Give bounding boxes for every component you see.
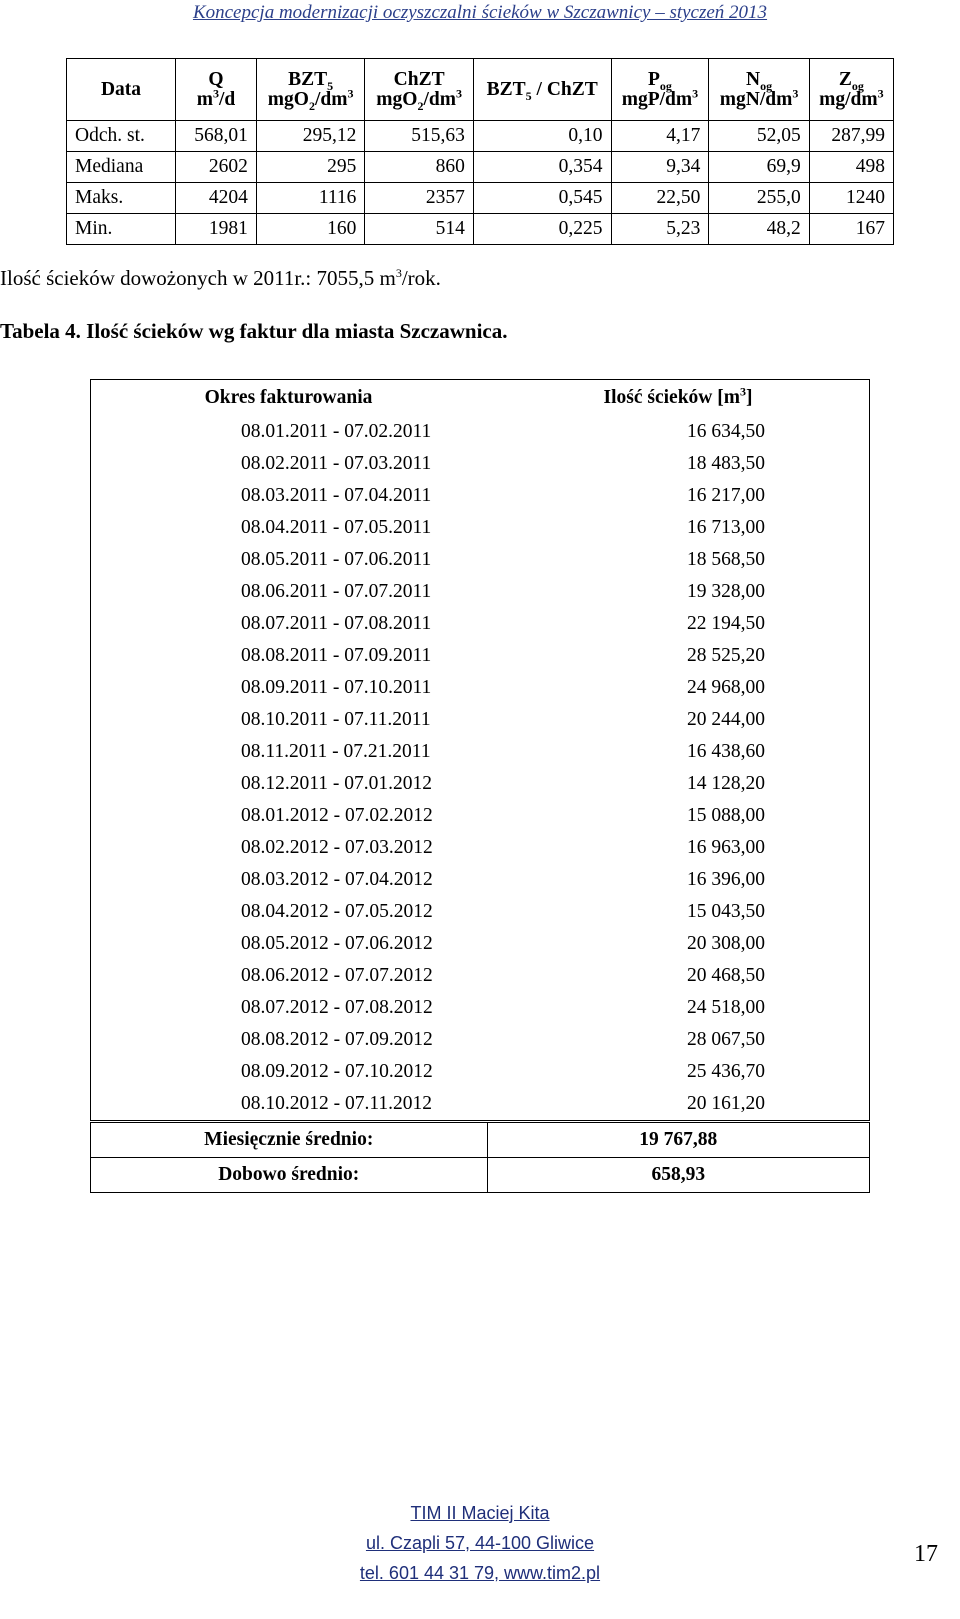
daily-average-label: Dobowo średnio: — [91, 1158, 488, 1193]
col-ratio: $BZT_5$ / ChZT — [473, 59, 611, 121]
invoice-header-row — [91, 380, 870, 417]
invoice-volume: 15 088,00 — [687, 805, 765, 826]
invoice-row — [91, 672, 870, 704]
statistics-cell: 0,225 — [473, 214, 611, 245]
monthly-average-row — [91, 1122, 870, 1158]
invoice-row — [91, 832, 870, 864]
invoice-row — [91, 928, 870, 960]
col-volume: Ilość ścieków $[m^3]$ — [603, 384, 753, 408]
invoice-period: 08.10.2012 - 07.11.2012 — [241, 1093, 433, 1114]
invoice-period: 08.02.2012 - 07.03.2012 — [241, 837, 433, 858]
statistics-cell: 498 — [809, 152, 893, 183]
invoice-volume: 22 194,50 — [687, 613, 765, 634]
invoice-row — [91, 576, 870, 608]
invoice-volume: 16 217,00 — [687, 485, 765, 506]
invoice-period: 08.03.2011 - 07.04.2011 — [241, 485, 432, 506]
invoice-volume: 16 438,60 — [687, 741, 765, 762]
statistics-cell: 9,34 — [611, 152, 709, 183]
invoice-row — [91, 448, 870, 480]
statistics-header-row — [67, 59, 894, 121]
statistics-cell: 48,2 — [709, 214, 809, 245]
daily-average-value: 658,93 — [487, 1158, 870, 1193]
statistics-row — [67, 152, 894, 183]
statistics-cell: 4,17 — [611, 121, 709, 152]
invoice-volume: 24 518,00 — [687, 997, 765, 1018]
invoice-row — [91, 1056, 870, 1088]
table-caption: Tabela 4. Ilość ścieków wg faktur dla miasta Szczawnica. — [0, 319, 508, 343]
invoice-period: 08.06.2012 - 07.07.2012 — [241, 965, 433, 986]
statistics-row — [67, 183, 894, 214]
invoice-volume: 16 634,50 — [687, 421, 765, 442]
invoice-row — [91, 480, 870, 512]
invoice-volume-table — [90, 379, 870, 1193]
invoice-period: 08.08.2012 - 07.09.2012 — [241, 1029, 433, 1050]
invoice-volume: 18 483,50 — [687, 453, 765, 474]
statistics-cell: 515,63 — [365, 121, 473, 152]
invoice-period: 08.09.2012 - 07.10.2012 — [241, 1061, 433, 1082]
invoice-volume: 25 436,70 — [687, 1061, 765, 1082]
statistics-table — [66, 58, 894, 245]
invoice-period: 08.03.2012 - 07.04.2012 — [241, 869, 433, 890]
running-header — [0, 0, 960, 24]
header-title: Koncepcja modernizacji oczyszczalni ścieków w Szczawnicy – styczeń 2013 — [192, 2, 768, 23]
statistics-cell: 255,0 — [709, 183, 809, 214]
invoice-period: 08.10.2011 - 07.11.2011 — [241, 709, 431, 730]
monthly-average-label: Miesięcznie średnio: — [91, 1122, 488, 1158]
col-chzt: ChZT $mgO_2/dm^3$ — [365, 59, 473, 121]
statistics-cell: 160 — [256, 214, 364, 245]
invoice-period: 08.01.2011 - 07.02.2011 — [241, 421, 432, 442]
statistics-cell: 0,545 — [473, 183, 611, 214]
invoice-row — [91, 736, 870, 768]
invoice-row — [91, 416, 870, 448]
invoice-row — [91, 640, 870, 672]
invoice-row — [91, 512, 870, 544]
transported-sewage-text: Ilość ścieków dowożonych w 2011r.: 7055,5 $m^3$/rok. — [0, 266, 441, 290]
invoice-row — [91, 768, 870, 800]
invoice-period: 08.07.2012 - 07.08.2012 — [241, 997, 433, 1018]
col-period: Okres fakturowania — [204, 387, 373, 408]
statistics-cell: 1240 — [809, 183, 893, 214]
statistics-cell: 295,12 — [256, 121, 364, 152]
statistics-row-label: Maks. — [67, 183, 176, 214]
statistics-cell: 4204 — [176, 183, 257, 214]
invoice-row — [91, 960, 870, 992]
invoice-volume: 20 468,50 — [687, 965, 765, 986]
statistics-cell: 1116 — [256, 183, 364, 214]
col-p: $P_{og}$ mgP/$dm^3$ — [611, 59, 709, 121]
invoice-period: 08.06.2011 - 07.07.2011 — [241, 581, 432, 602]
statistics-cell: 22,50 — [611, 183, 709, 214]
invoice-period: 08.11.2011 - 07.21.2011 — [241, 741, 431, 762]
invoice-row — [91, 896, 870, 928]
statistics-cell: 2357 — [365, 183, 473, 214]
invoice-period: 08.02.2011 - 07.03.2011 — [241, 453, 432, 474]
invoice-volume: 18 568,50 — [687, 549, 765, 570]
statistics-cell: 860 — [365, 152, 473, 183]
statistics-cell: 69,9 — [709, 152, 809, 183]
daily-average-row — [91, 1158, 870, 1193]
col-q: Q $m^3/d$ — [176, 59, 257, 121]
invoice-volume: 16 713,00 — [687, 517, 765, 538]
invoice-row — [91, 544, 870, 576]
statistics-cell: 287,99 — [809, 121, 893, 152]
col-n: $N_{og}$ mgN/$dm^3$ — [709, 59, 809, 121]
statistics-cell: 0,354 — [473, 152, 611, 183]
invoice-period: 08.01.2012 - 07.02.2012 — [241, 805, 433, 826]
invoice-period: 08.07.2011 - 07.08.2011 — [241, 613, 432, 634]
invoice-volume: 20 161,20 — [687, 1093, 765, 1114]
col-bzt5: $BZT_5$ $mgO_2/dm^3$ — [256, 59, 364, 121]
footer-contact: tel. 601 44 31 79, www.tim2.pl — [359, 1563, 601, 1583]
invoice-row — [91, 864, 870, 896]
monthly-average-value: 19 767,88 — [487, 1122, 870, 1158]
invoice-volume: 14 128,20 — [687, 773, 765, 794]
statistics-cell: 0,10 — [473, 121, 611, 152]
invoice-row — [91, 704, 870, 736]
invoice-volume: 24 968,00 — [687, 677, 765, 698]
statistics-row-label: Mediana — [67, 152, 176, 183]
invoice-period: 08.05.2011 - 07.06.2011 — [241, 549, 432, 570]
invoice-period: 08.12.2011 - 07.01.2012 — [241, 773, 433, 794]
invoice-row — [91, 1088, 870, 1122]
invoice-period: 08.08.2011 - 07.09.2011 — [241, 645, 432, 666]
invoice-row — [91, 608, 870, 640]
footer-company: TIM II Maciej Kita — [410, 1503, 550, 1523]
statistics-row-label: Min. — [67, 214, 176, 245]
invoice-row — [91, 800, 870, 832]
invoice-period: 08.09.2011 - 07.10.2011 — [241, 677, 432, 698]
statistics-cell: 514 — [365, 214, 473, 245]
invoice-volume: 19 328,00 — [687, 581, 765, 602]
col-z: $Z_{og}$ $mg/dm^3$ — [809, 59, 893, 121]
invoice-volume: 20 308,00 — [687, 933, 765, 954]
invoice-volume: 28 067,50 — [687, 1029, 765, 1050]
footer-address: ul. Czapli 57, 44-100 Gliwice — [365, 1533, 595, 1553]
statistics-row-label: Odch. st. — [67, 121, 176, 152]
invoice-volume: 16 963,00 — [687, 837, 765, 858]
col-data: Data — [67, 59, 176, 121]
statistics-row — [67, 121, 894, 152]
statistics-cell: 52,05 — [709, 121, 809, 152]
invoice-volume: 28 525,20 — [687, 645, 765, 666]
statistics-cell: 167 — [809, 214, 893, 245]
page-number: 17 — [914, 1541, 938, 1567]
statistics-cell: 295 — [256, 152, 364, 183]
statistics-cell: 2602 — [176, 152, 257, 183]
invoice-volume: 16 396,00 — [687, 869, 765, 890]
invoice-row — [91, 992, 870, 1024]
invoice-period: 08.04.2011 - 07.05.2011 — [241, 517, 432, 538]
footer — [0, 1498, 960, 1588]
invoice-period: 08.05.2012 - 07.06.2012 — [241, 933, 433, 954]
invoice-period: 08.04.2012 - 07.05.2012 — [241, 901, 433, 922]
invoice-row — [91, 1024, 870, 1056]
statistics-row — [67, 214, 894, 245]
invoice-volume: 15 043,50 — [687, 901, 765, 922]
statistics-cell: 568,01 — [176, 121, 257, 152]
invoice-volume: 20 244,00 — [687, 709, 765, 730]
statistics-cell: 5,23 — [611, 214, 709, 245]
statistics-cell: 1981 — [176, 214, 257, 245]
